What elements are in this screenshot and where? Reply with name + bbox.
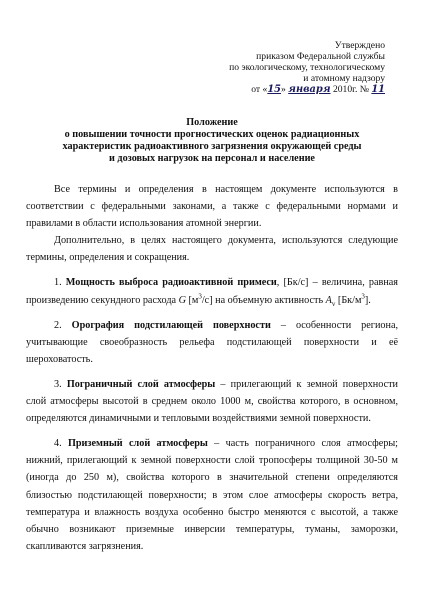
title-line: Положение [186,117,238,128]
definition-4: 4. Приземный слой атмосферы – часть пограничного слоя атмосферы; нижний, прилегающий к земной поверхности слой тропосферы толщиной 30-50 м (иногда до 250 м), свойства которого в значительной степени определяются близостью подстилающей поверхности; в этом слое атмосферы скорость ветра, температура и влажность воздуха особенно быстро меняются с высотой, а также обычно возникают приземные инверсии температуры, туманы, заморозки, скапливаются загрязнения. [26,438,398,552]
term: Приземный слой атмосферы [67,438,208,450]
handwritten-number: 11 [371,84,385,95]
document-body [26,181,398,555]
definition-3: 3. Пограничный слой атмосферы – прилегающий к земной поверхности слой атмосферы высотой в среднем около 1000 м, свойства которого, в основном, определяются динамичными и тепловыми воздействиями земной поверхности. [26,378,399,425]
intro-paragraph: Дополнительно, в целях настоящего документа, используются следующие термины, определения и сокращения. [26,235,398,264]
approval-line: по экологическому, технологическому [229,62,385,73]
approval-line: и атомному надзору [303,73,385,84]
handwritten-day: 15 [267,84,281,95]
intro-paragraph: Все термины и определения в настоящем документе используются в соответствии с федеральными законами, а также с федеральными нормами и правилами в области использования атомной энергии. [26,184,398,230]
definition-2: 2. Орография подстилающей поверхности – особенности региона, учитывающие своеобразность рельефа подстилающей поверхности и её шероховатость. [26,319,399,365]
term: Пограничный слой атмосферы [66,378,216,390]
title-line: характеристик радиоактивного загрязнения окружающей среды [62,141,362,152]
handwritten-month: января [288,84,331,95]
term: Орография подстилающей поверхности [71,319,271,331]
approval-block [185,40,385,95]
approval-line: Утверждено [334,40,385,51]
title-line: и дозовых нагрузок на персонал и население [109,153,315,164]
approval-line: приказом Федеральной службы [256,51,385,62]
term: Мощность выброса радиоактивной примеси [65,277,277,289]
definition-1: 1. Мощность выброса радиоактивной примеси, [Бк/с] – величина, равная произведению секундного расхода G $[м^3/с]$ на объемную активность $A_v$ $[Бк/м^3]$. [26,277,398,308]
approval-date-line: от «15» января 2010г. № 11 [251,84,385,95]
title-line: о повышении точности прогностических оценок радиационных [64,129,360,140]
document-title [26,117,398,165]
